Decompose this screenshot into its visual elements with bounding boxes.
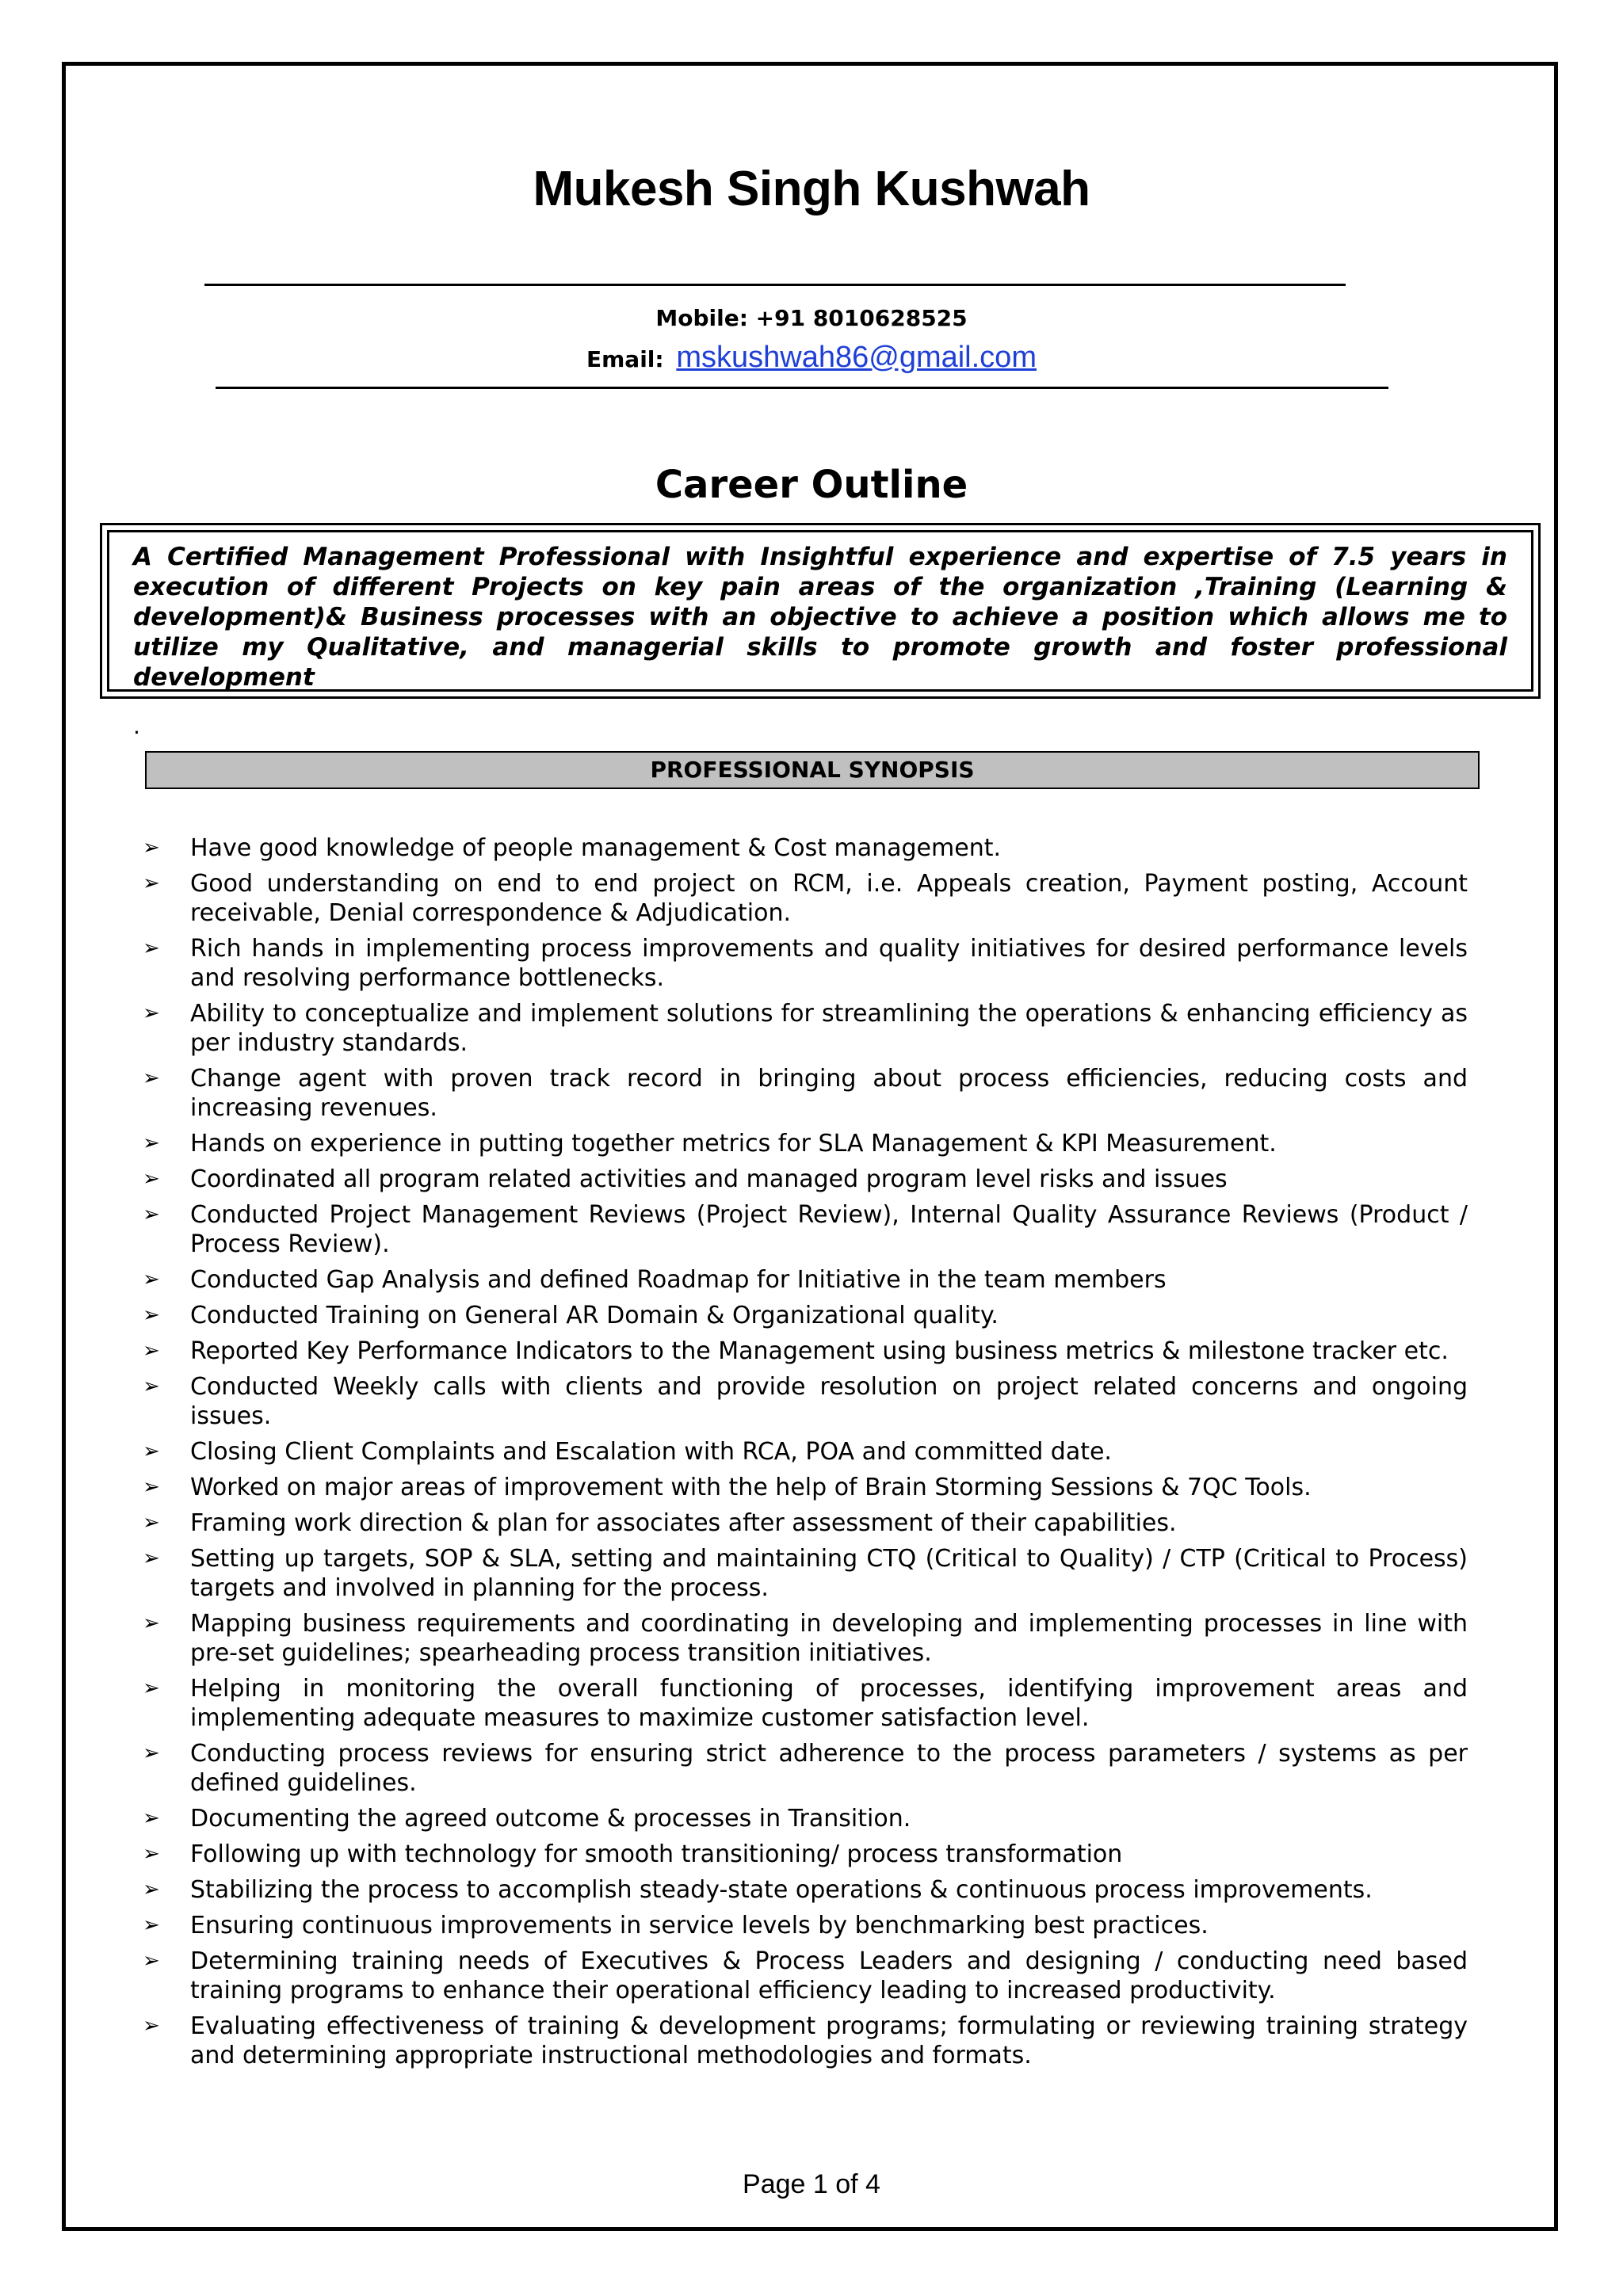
arrow-bullet-icon: ➢	[143, 1066, 160, 1090]
synopsis-bullet-text: Following up with technology for smooth transitioning/ process transformation	[190, 1840, 1123, 1868]
arrow-bullet-icon: ➢	[143, 1511, 160, 1535]
synopsis-bullet-text: Coordinated all program related activities and managed program level risks and issues	[190, 1165, 1228, 1193]
synopsis-bullet-item	[143, 1129, 1468, 1158]
synopsis-bullet-text: Conducted Gap Analysis and defined Roadmap for Initiative in the team members	[190, 1266, 1167, 1294]
synopsis-bullet-list	[143, 833, 1468, 2077]
arrow-bullet-icon: ➢	[143, 1913, 160, 1937]
synopsis-bullet-item	[143, 1739, 1468, 1798]
synopsis-bullet-text: Conducting process reviews for ensuring strict adherence to the process parameters / systems as per defined guidelines.	[190, 1740, 1468, 1797]
arrow-bullet-icon: ➢	[143, 2014, 160, 2038]
candidate-name: Mukesh Singh Kushwah	[533, 162, 1090, 216]
career-outline-title: Career Outline	[655, 463, 968, 507]
synopsis-bullet-item	[143, 1875, 1468, 1905]
arrow-bullet-icon: ➢	[143, 1611, 160, 1635]
arrow-bullet-icon: ➢	[143, 1339, 160, 1363]
header-rule-bottom	[216, 387, 1388, 389]
career-outline-text: A Certified Management Professional with Insightful experience and expertise of 7.5 years in execution of different Projects on key pain areas of the organization ,Training (Learning & development)& Business processes with an objective to achieve a position which allows me to utilize my Qualitative, and managerial skills to promote growth and foster professional development	[133, 543, 1507, 692]
synopsis-bullet-item	[143, 1200, 1468, 1259]
synopsis-bullet-item	[143, 1911, 1468, 1940]
arrow-bullet-icon: ➢	[143, 1131, 160, 1155]
mobile-label: Mobile:	[655, 305, 748, 331]
synopsis-bullet-item	[143, 1544, 1468, 1603]
synopsis-bullet-text: Closing Client Complaints and Escalation with RCA, POA and committed date.	[190, 1438, 1112, 1466]
synopsis-bullet-text: Helping in monitoring the overall functioning of processes, identifying improvement areas and implementing adequate measures to maximize customer satisfaction level.	[190, 1675, 1468, 1732]
synopsis-bullet-item	[143, 1674, 1468, 1733]
email-label: Email:	[586, 346, 664, 372]
synopsis-bullet-text: Ensuring continuous improvements in service levels by benchmarking best practices.	[190, 1912, 1209, 1939]
synopsis-bullet-item	[143, 1165, 1468, 1194]
arrow-bullet-icon: ➢	[143, 1806, 160, 1830]
arrow-bullet-icon: ➢	[143, 1475, 160, 1499]
synopsis-bullet-text: Evaluating effectiveness of training & development programs; formulating or reviewing training strategy and determining appropriate instructional methodologies and formats.	[190, 2012, 1468, 2069]
synopsis-bullet-text: Stabilizing the process to accomplish steady-state operations & continuous process improvements.	[190, 1876, 1373, 1904]
arrow-bullet-icon: ➢	[143, 1440, 160, 1463]
synopsis-bullet-text: Reported Key Performance Indicators to the Management using business metrics & milestone tracker etc.	[190, 1337, 1449, 1365]
synopsis-bullet-text: Framing work direction & plan for associates after assessment of their capabilities.	[190, 1509, 1177, 1537]
synopsis-bullet-text: Determining training needs of Executives & Process Leaders and designing / conducting need based training programs to enhance their operational efficiency leading to increased productivity.	[190, 1947, 1468, 2004]
arrow-bullet-icon: ➢	[143, 1167, 160, 1191]
synopsis-bullet-item	[143, 1337, 1468, 1366]
synopsis-bullet-text: Setting up targets, SOP & SLA, setting and maintaining CTQ (Critical to Quality) / CTP (Critical to Process) targets and involved in planning for the process.	[190, 1545, 1468, 1602]
synopsis-bullet-item	[143, 999, 1468, 1058]
synopsis-bullet-text: Have good knowledge of people management & Cost management.	[190, 834, 1002, 862]
email-line	[0, 341, 1623, 375]
mobile-number: +91 8010628525	[755, 305, 968, 331]
synopsis-bullet-text: Change agent with proven track record in bringing about process efficiencies, reducing costs and increasing revenues.	[190, 1065, 1468, 1122]
synopsis-bullet-item	[143, 1301, 1468, 1330]
synopsis-bullet-item	[143, 1947, 1468, 2005]
synopsis-bullet-text: Conducted Weekly calls with clients and provide resolution on project related concerns and ongoing issues.	[190, 1373, 1468, 1430]
arrow-bullet-icon: ➢	[143, 1203, 160, 1226]
arrow-bullet-icon: ➢	[143, 1949, 160, 1973]
synopsis-bullet-item	[143, 1437, 1468, 1466]
synopsis-bullet-item	[143, 1609, 1468, 1668]
synopsis-bullet-text: Hands on experience in putting together metrics for SLA Management & KPI Measurement.	[190, 1130, 1277, 1158]
synopsis-bullet-item	[143, 1064, 1468, 1123]
synopsis-bullet-item	[143, 934, 1468, 993]
synopsis-bullet-text: Mapping business requirements and coordinating in developing and implementing processes in line with pre-set guidelines; spearheading process transition initiatives.	[190, 1610, 1468, 1667]
mobile-line	[0, 305, 1623, 331]
career-outline-inner-border	[107, 530, 1533, 692]
arrow-bullet-icon: ➢	[143, 936, 160, 960]
separator-dot: .	[133, 713, 140, 739]
arrow-bullet-icon: ➢	[143, 1741, 160, 1765]
synopsis-bullet-text: Ability to conceptualize and implement solutions for streamlining the operations & enhancing efficiency as per industry standards.	[190, 1000, 1468, 1057]
arrow-bullet-icon: ➢	[143, 1375, 160, 1398]
arrow-bullet-icon: ➢	[143, 1547, 160, 1570]
synopsis-bullet-item	[143, 869, 1468, 928]
synopsis-bullet-text: Good understanding on end to end project on RCM, i.e. Appeals creation, Payment posting, Account receivable, Denial correspondence & Adjudication.	[190, 870, 1468, 927]
synopsis-bullet-item	[143, 1508, 1468, 1538]
arrow-bullet-icon: ➢	[143, 836, 160, 860]
synopsis-bullet-item	[143, 2012, 1468, 2070]
arrow-bullet-icon: ➢	[143, 1878, 160, 1901]
synopsis-bullet-text: Worked on major areas of improvement with the help of Brain Storming Sessions & 7QC Tools.	[190, 1474, 1312, 1501]
synopsis-bullet-text: Rich hands in implementing process improvements and quality initiatives for desired performance levels and resolving performance bottlenecks.	[190, 935, 1468, 992]
page-number: Page 1 of 4	[743, 2169, 880, 2199]
synopsis-bullet-text: Conducted Project Management Reviews (Project Review), Internal Quality Assurance Reviews (Product / Process Review).	[190, 1201, 1468, 1258]
synopsis-bullet-item	[143, 1840, 1468, 1869]
arrow-bullet-icon: ➢	[143, 871, 160, 895]
arrow-bullet-icon: ➢	[143, 1268, 160, 1291]
synopsis-bullet-item	[143, 1804, 1468, 1833]
synopsis-bullet-item	[143, 833, 1468, 863]
synopsis-bullet-item	[143, 1265, 1468, 1295]
header-rule-top	[204, 284, 1346, 286]
arrow-bullet-icon: ➢	[143, 1001, 160, 1025]
arrow-bullet-icon: ➢	[143, 1303, 160, 1327]
arrow-bullet-icon: ➢	[143, 1676, 160, 1700]
arrow-bullet-icon: ➢	[143, 1842, 160, 1866]
synopsis-bullet-text: Documenting the agreed outcome & processes in Transition.	[190, 1805, 911, 1833]
professional-synopsis-heading: PROFESSIONAL SYNOPSIS	[145, 751, 1480, 789]
email-link[interactable]: mskushwah86@gmail.com	[676, 341, 1037, 374]
synopsis-bullet-item	[143, 1473, 1468, 1502]
synopsis-bullet-item	[143, 1372, 1468, 1431]
career-outline-box	[100, 523, 1541, 699]
synopsis-bullet-text: Conducted Training on General AR Domain & Organizational quality.	[190, 1302, 999, 1329]
